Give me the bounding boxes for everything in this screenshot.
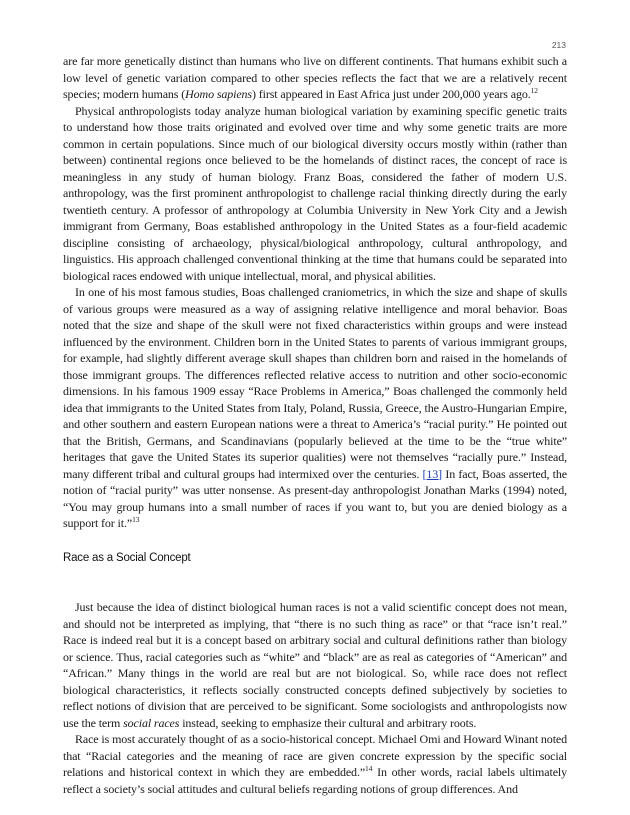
footnote-marker-13[interactable]: 13 <box>132 515 140 524</box>
paragraph-3-text: In one of his most famous studies, Boas challenged craniometrics, in which the size and shape of skulls of various groups were measured as a way of assigning relative intelligence and moral behavior. Boas noted that the size and shape of the skull were not fixed characteristics within groups and were instead influenced by the environment. Children born in the United States to parents of various immigrant groups, for example, had slightly different average skull shapes than children born and raised in the homelands of those immigrant groups. The differences reflected relative access to nutrition and other socio-economic dimensions. In his famous 1909 essay “Race Problems in America,” Boas challenged the commonly held idea that immigrants to the United States from Italy, Poland, Russia, Greece, the Austro-Hungarian Empire, and other southern and eastern European nations were a threat to America’s “racial purity.” He pointed out that the British, Germans, and Scandinavians (popularly believed at the time to be the “true white” heritages that gave the United States its superior qualities) were not themselves “racially pure.” Instead, many different tribal and cultural groups had intermixed over the centuries. <box>63 285 567 481</box>
paragraph-5-text: Race is most accurately thought of as a socio-historical concept. Michael Omi and Howard Winant noted that “Racial categories and the meaning of race are given concrete expression by the specific social relations and historical context in which they are embedded.” <box>63 732 567 779</box>
paragraph-4-text: Just because the idea of distinct biological human races is not a valid scientific concept does not mean, and should not be interpreted as implying, that “there is no such thing as race” or that “race isn’t real.” Race is indeed real but it is a concept based on arbitrary social and cultural definitions rather than biology or science. Thus, racial categories such as “white” and “black” are as real as categories of “American” and “African.” Many things in the world are real but are not biological. So, while race does not reflect biological characteristics, it reflects socially constructed concepts defined subjectively by societies to reflect notions of division that are perceived to be significant. Some sociologists and anthropologists now use the term <box>63 600 567 730</box>
body-text <box>63 53 567 797</box>
paragraph-4 <box>63 599 567 731</box>
paragraph-3-text-after: In fact, Boas asserted, the notion of “racial purity” was utter nonsense. As present-day anthropologist Jonathan Marks (1994) noted, “You may group humans into a small number of races if you want to, but you are denied biology as a support for it.” <box>63 466 567 530</box>
footnote-marker-12[interactable]: 12 <box>530 86 538 95</box>
paragraph-3 <box>63 284 567 532</box>
page-number: 213 <box>551 40 566 50</box>
paragraph-1-text-after: ) first appeared in East Africa just under 200,000 years ago. <box>252 87 531 101</box>
section-heading: Race as a Social Concept <box>63 551 191 564</box>
citation-link-13[interactable]: [13] <box>422 466 443 481</box>
paragraph-1 <box>63 53 567 103</box>
paragraph-1-text: are far more genetically distinct than humans who live on different continents. That humans exhibit such a low level of genetic variation compared to other species reflects the fact that we are a relatively recent species; modern humans ( <box>63 54 567 101</box>
paragraph-2: Physical anthropologists today analyze human biological variation by examining specific genetic traits to understand how those traits originated and evolved over time and why some genetic traits are more common in certain populations. Since much of our biological diversity occurs mostly within (rather than between) continental regions once believed to be the homelands of distinct races, the concept of race is meaningless in any study of human biology. Franz Boas, considered the father of modern U.S. anthropology, was the first prominent anthropologist to challenge racial thinking directly during the early twentieth century. A professor of anthropology at Columbia University in New York City and a Jewish immigrant from Germany, Boas established anthropology in the United States as a four-field academic discipline consisting of archaeology, physical/biological anthropology, cultural anthropology, and linguistics. His approach challenged conventional thinking at the time that humans could be separated into biological races endowed with unique intellectual, moral, and physical abilities. <box>63 103 567 283</box>
footnote-marker-14[interactable]: 14 <box>365 764 373 773</box>
paragraph-5-text-after: In other words, racial labels ultimately reflect a society’s social attitudes and cultural beliefs regarding notions of group differences. And <box>63 765 567 796</box>
paragraph-4-text-after: instead, seeking to emphasize their cultural and arbitrary roots. <box>179 715 477 730</box>
species-name: Homo sapiens <box>185 87 252 101</box>
paragraph-5 <box>63 731 567 797</box>
social-races-term: social races <box>123 715 180 730</box>
